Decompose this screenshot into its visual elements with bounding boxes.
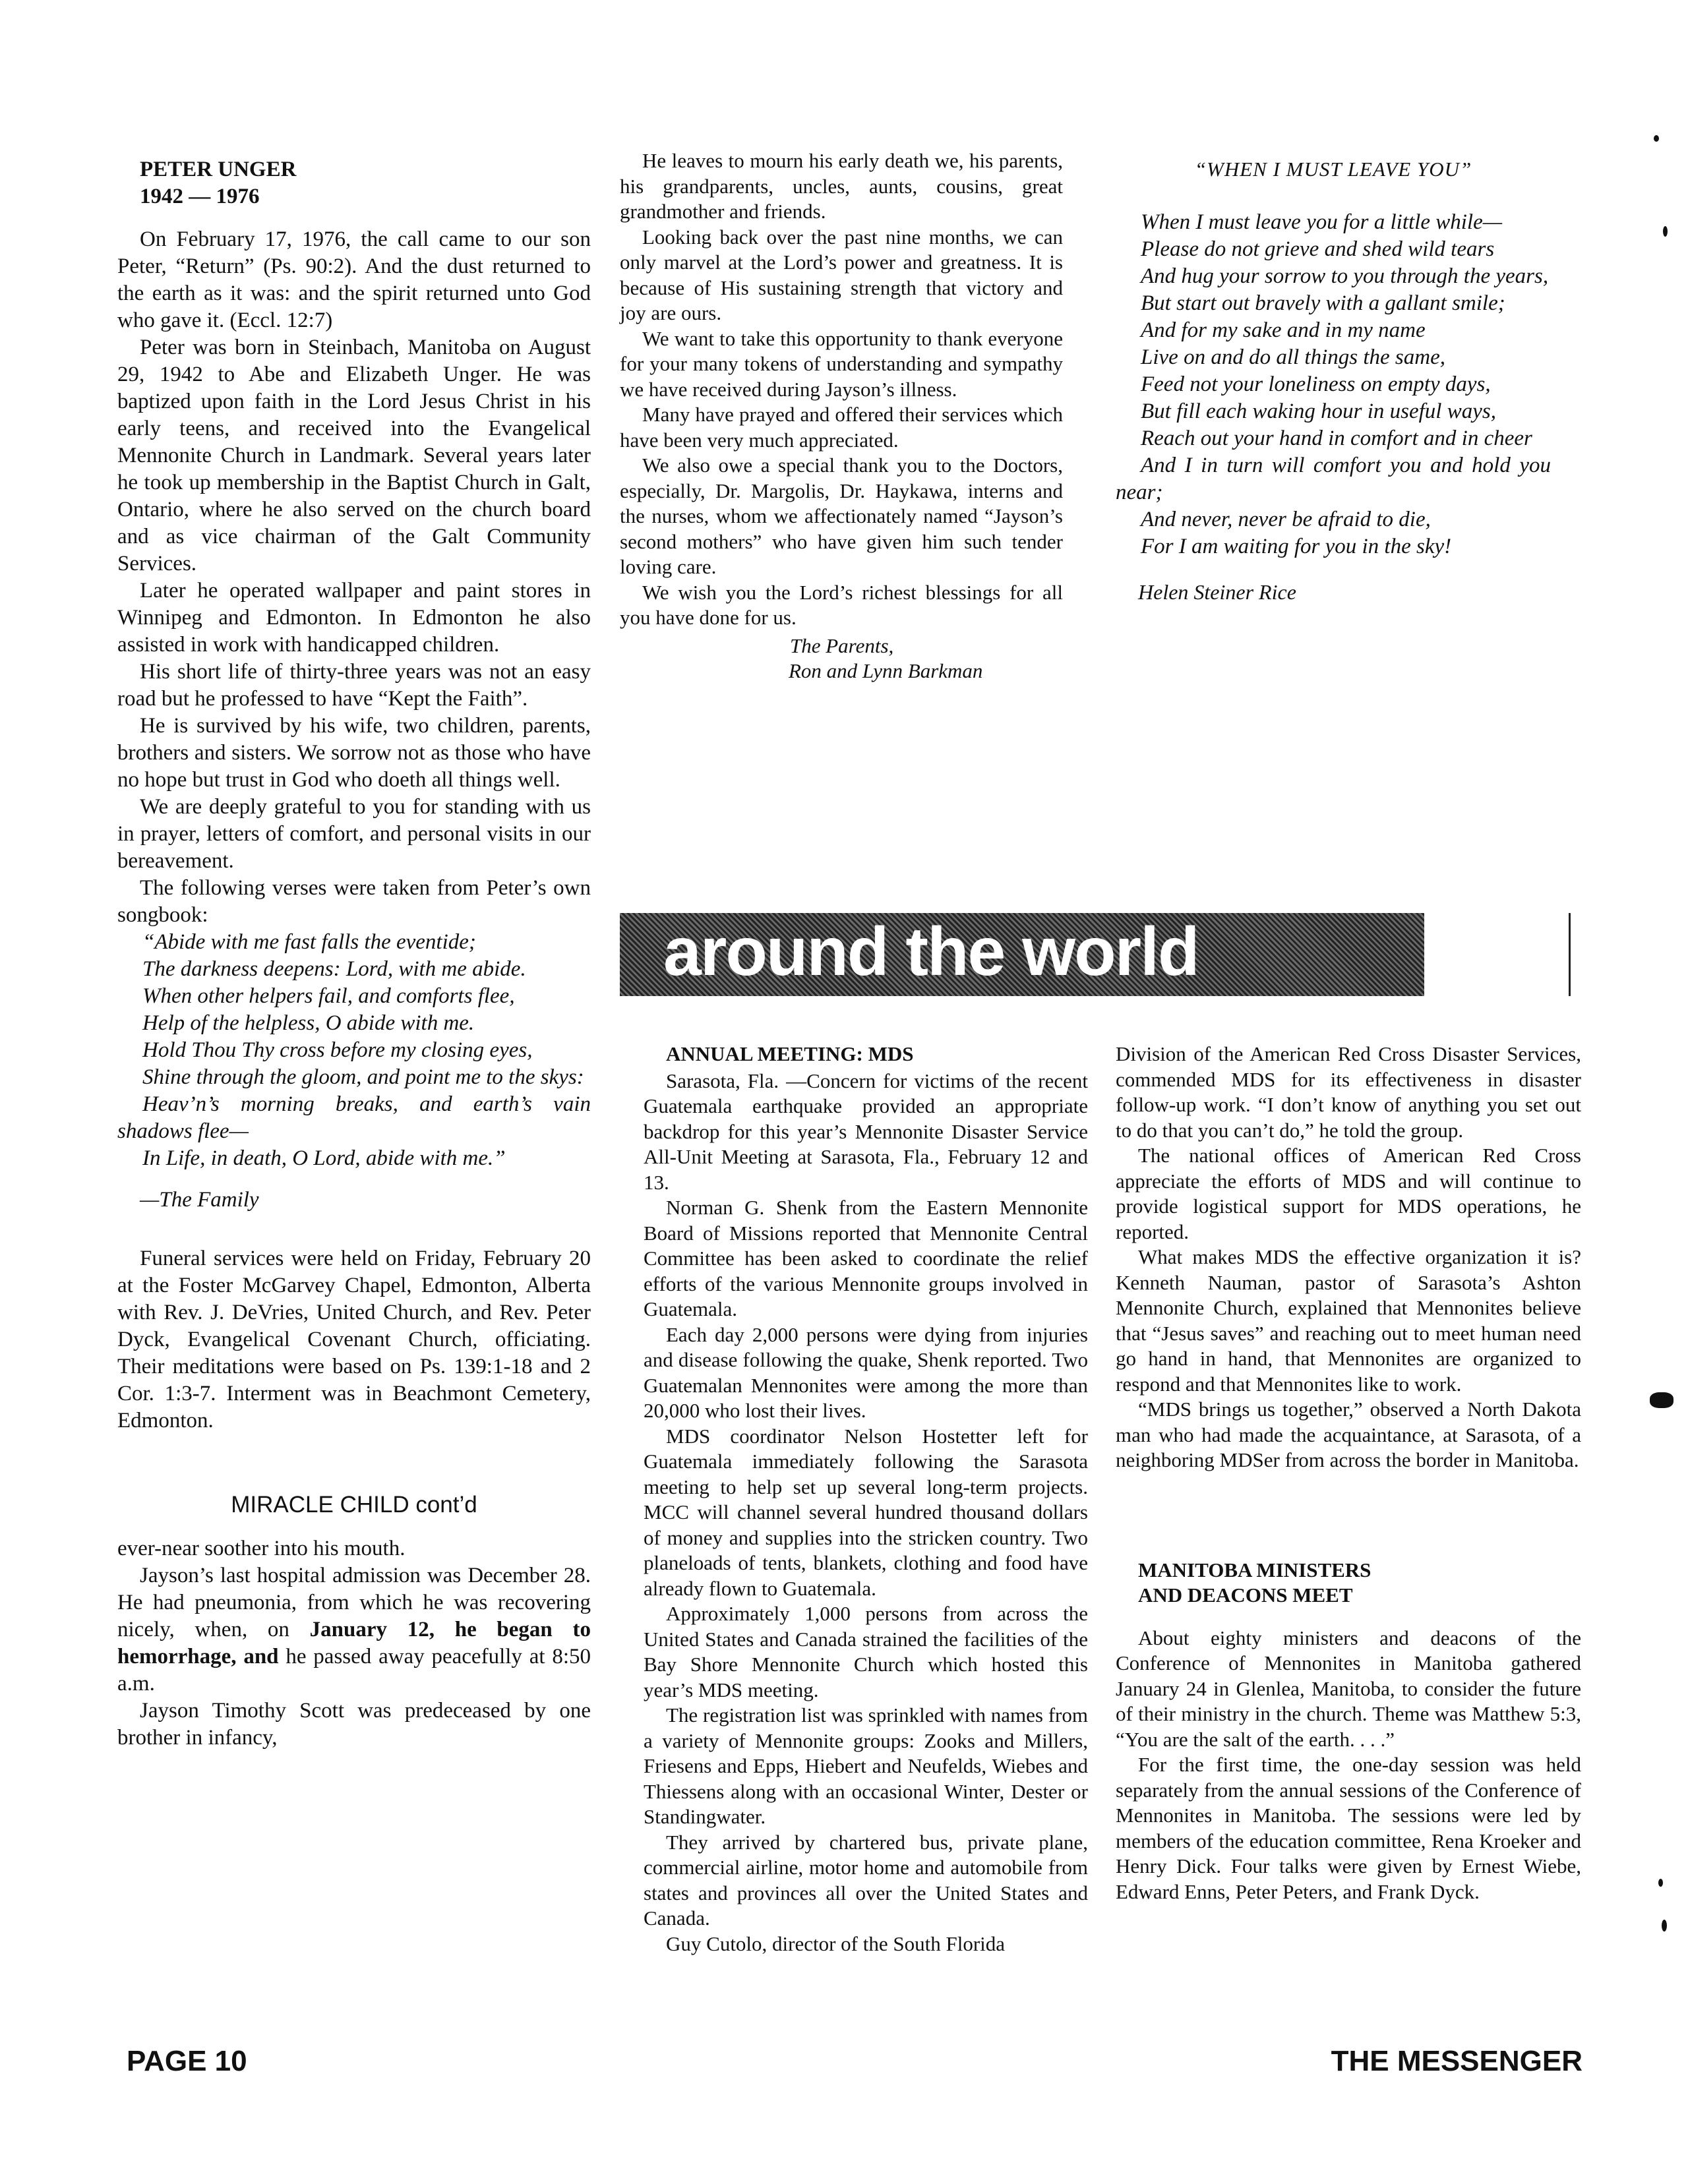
letter-paragraph: We also owe a special thank you to the Doctors, especially, Dr. Margolis, Dr. Haykawa, interns and the nurses, whom we affectionately named “Jayson’s second mothers” who have given him such tender loving care.: [620, 454, 1063, 578]
miracle-child-paragraph: [117, 1562, 591, 1697]
obituary-column: [117, 156, 591, 1752]
verse-line: When other helpers fail, and comforts flee,: [142, 984, 515, 1008]
poem-line: Feed not your loneliness on empty days,: [1141, 372, 1491, 396]
miracle-child-bold-text: January 12, he began to hemorrhage, and: [117, 1618, 591, 1668]
verse-line: Hold Thou Thy cross before my closing eyes,: [142, 1038, 533, 1062]
poem-lines: [1116, 209, 1551, 560]
mds-paragraph: What makes MDS the effective organization it is? Kenneth Nauman, pastor of Sarasota’s Ashton Mennonite Church, explained that Mennonites believe that “Jesus saves” and reaching out to meet human need go hand in hand, that Mennonites are organized to respond and that Mennonites like to work.: [1116, 1245, 1581, 1396]
mds-paragraph: The registration list was sprinkled with names from a variety of Mennonite groups: Zooks and Millers, Friesens and Epps, Hiebert and Neufelds, Wiebes and Thiessens along with an occasional Winter, Dester or Standingwater.: [644, 1703, 1088, 1828]
miracle-child-paragraph: Jayson Timothy Scott was predeceased by one brother in infancy,: [117, 1699, 591, 1750]
mds-paragraph: They arrived by chartered bus, private plane, commercial airline, motor home and automobile from states and provinces all over the United States and Canada.: [644, 1830, 1088, 1930]
verse-line: Heav’n’s morning breaks, and earth’s vain shadows flee—: [117, 1092, 591, 1143]
verse-line: In Life, in death, O Lord, abide with me.”: [142, 1146, 506, 1170]
manitoba-heading: MANITOBA MINISTERS: [1138, 1558, 1372, 1581]
verse-line: “Abide with me fast falls the eventide;: [142, 930, 476, 954]
mds-paragraph: Approximately 1,000 persons from across the United States and Canada strained the facilities of the Bay Shore Mennonite Church which hosted this year’s MDS meeting.: [644, 1602, 1088, 1701]
obituary-paragraph: He is survived by his wife, two children, parents, brothers and sisters. We sorrow not as those who have no hope but trust in God who doeth all things well.: [117, 714, 591, 792]
obituary-paragraph: Later he operated wallpaper and paint stores in Winnipeg and Edmonton. In Edmonton he also assisted in work with handicapped children.: [117, 579, 591, 657]
parents-letter-column: [620, 148, 1063, 684]
poem-author: Helen Steiner Rice: [1138, 580, 1296, 604]
around-the-world-banner: [620, 913, 1424, 996]
manitoba-heading: AND DEACONS MEET: [1138, 1583, 1353, 1607]
banner-frame: [1424, 913, 1571, 996]
poem-line: And hug your sorrow to you through the years,: [1141, 264, 1549, 288]
scan-speck: [1654, 135, 1659, 142]
verse-line: Shine through the gloom, and point me to the skys:: [142, 1065, 584, 1089]
poem-column: [1116, 156, 1551, 606]
mds-heading: ANNUAL MEETING: MDS: [666, 1042, 914, 1065]
letter-paragraph: Many have prayed and offered their services which have been very much appreciated.: [620, 403, 1063, 452]
poem-line: And never, never be afraid to die,: [1141, 508, 1431, 531]
obituary-paragraph: On February 17, 1976, the call came to our son Peter, “Return” (Ps. 90:2). And the dust returned to the earth as it was: and the spirit returned unto God who gave it. (Eccl. 12:7): [117, 227, 591, 332]
obituary-paragraph: His short life of thirty-three years was not an easy road but he professed to have “Kept the Faith”.: [117, 660, 591, 711]
verse-line: The darkness deepens: Lord, with me abide.: [142, 957, 526, 981]
verse-line: Help of the helpless, O abide with me.: [142, 1011, 475, 1035]
obituary-paragraph: The following verses were taken from Peter’s own songbook:: [117, 876, 591, 927]
mds-paragraph: Norman G. Shenk from the Eastern Mennonite Board of Missions reported that Mennonite Central Committee has been asked to coordinate the relief efforts of the various Mennonite groups involved in Guatemala.: [644, 1196, 1088, 1320]
letter-signature-line: Ron and Lynn Barkman: [789, 659, 983, 682]
poem-title: “WHEN I MUST LEAVE YOU”: [1194, 158, 1472, 181]
mds-paragraph: Each day 2,000 persons were dying from injuries and disease following the quake, Shenk reported. Two Guatemalan Mennonites were among the more than 20,000 who lost their lives.: [644, 1322, 1088, 1422]
manitoba-paragraph: About eighty ministers and deacons of the Conference of Mennonites in Manitoba gathered January 24 in Glenlea, Manitoba, to consider the future of their ministry in the church. Theme was Matthew 5:3, “You are the salt of the earth. . . .”: [1116, 1626, 1581, 1751]
poem-line: Please do not grieve and shed wild tears: [1141, 237, 1495, 261]
obituary-paragraph: We are deeply grateful to you for standing with us in prayer, letters of comfort, and personal visits in our bereavement.: [117, 795, 591, 873]
letter-signature-line: The Parents,: [790, 634, 894, 657]
mds-paragraph: Guy Cutolo, director of the South Florida: [666, 1932, 1006, 1955]
miracle-child-text: he passed away peacefully at 8:50 a.m.: [117, 1645, 591, 1696]
scan-speck: [1650, 1392, 1673, 1408]
mds-paragraph: Division of the American Red Cross Disaster Services, commended MDS for its effectiveness in disaster follow-up work. “I don’t know of anything you set out to do that you can’t do,” he told the group.: [1116, 1042, 1581, 1142]
poem-line: When I must leave you for a little while—: [1141, 210, 1503, 234]
letter-paragraph: We wish you the Lord’s richest blessings for all you have done for us.: [620, 580, 1063, 629]
obituary-signature: —The Family: [140, 1188, 259, 1212]
mds-column: [644, 1042, 1088, 1957]
letter-paragraph: Looking back over the past nine months, we can only marvel at the Lord’s power and greatness. It is because of His sustaining strength that victory and joy are ours.: [620, 225, 1063, 324]
miracle-child-paragraph: ever-near soother into his mouth.: [117, 1537, 406, 1560]
letter-paragraph: We want to take this opportunity to thank everyone for your many tokens of understanding and sympathy we have received during Jayson’s illness.: [620, 326, 1063, 401]
funeral-paragraph: Funeral services were held on Friday, February 20 at the Foster McGarvey Chapel, Edmonton, Alberta with Rev. J. DeVries, United Church, and Rev. Peter Dyck, Evangelical Covenant Church, officiating. Their meditations were based on Ps. 139:1-18 and 2 Cor. 1:3-7. Interment was in Beachmont Cemetery, Edmonton.: [117, 1247, 591, 1432]
hymn-verses: [117, 929, 591, 1172]
miracle-child-text: Jayson’s last hospital admission was December 28. He had pneumonia, from which he was recovering nicely, when, on: [117, 1564, 591, 1641]
mds-paragraph: “MDS brings us together,” observed a North Dakota man who had made the acquaintance, at Sarasota, of a neighboring MDSer from across the border in Manitoba.: [1116, 1398, 1581, 1471]
banner-title: around the world: [663, 914, 1199, 990]
letter-paragraph: He leaves to mourn his early death we, his parents, his grandparents, uncles, aunts, cousins, great grandmother and friends.: [620, 149, 1063, 223]
poem-line: And I in turn will comfort you and hold you near;: [1116, 454, 1551, 504]
page-number: PAGE 10: [127, 2045, 247, 2077]
mds-paragraph: Sarasota, Fla. —Concern for victims of the recent Guatemala earthquake provided an appropriate backdrop for this year’s Mennonite Disaster Service All-Unit Meeting at Sarasota, Fla., February 12 and 13.: [644, 1069, 1088, 1194]
publication-name: THE MESSENGER: [1331, 2045, 1582, 2077]
scan-speck: [1662, 1920, 1667, 1932]
mds-continued-column: [1116, 1042, 1581, 1904]
poem-line: Live on and do all things the same,: [1141, 345, 1445, 369]
poem-line: But start out bravely with a gallant smile;: [1141, 291, 1505, 315]
scan-speck: [1658, 1879, 1663, 1887]
mds-paragraph: The national offices of American Red Cross appreciate the efforts of MDS and will continue to provide logistical support for MDS operations, he reported.: [1116, 1144, 1581, 1243]
miracle-child-heading: MIRACLE CHILD cont’d: [231, 1492, 477, 1518]
poem-line: Reach out your hand in comfort and in cheer: [1141, 427, 1532, 450]
scan-speck: [1663, 226, 1668, 237]
poem-line: But fill each waking hour in useful ways,: [1141, 399, 1496, 423]
mds-paragraph: MDS coordinator Nelson Hostetter left for Guatemala immediately following the Sarasota meeting to help set up several long-term projects. MCC will channel several hundred thousand dollars of money and supplies into the stricken country. Two planeloads of tents, blankets, clothing and food have already flown to Guatemala.: [644, 1424, 1088, 1600]
manitoba-paragraph: For the first time, the one-day session was held separately from the annual sessions of the Conference of Mennonites in Manitoba. The sessions were led by members of the education committee, Rena Kroeker and Henry Dick. Four talks were given by Ernest Wiebe, Edward Enns, Peter Peters, and Frank Dyck.: [1116, 1753, 1581, 1903]
obituary-paragraph: Peter was born in Steinbach, Manitoba on August 29, 1942 to Abe and Elizabeth Unger. He was baptized upon faith in the Lord Jesus Christ in his early teens, and received into the Evangelical Mennonite Church in Landmark. Several years later he took up membership in the Baptist Church in Galt, Ontario, where he also served on the church board and as vice chairman of the Galt Community Services.: [117, 336, 591, 576]
obituary-title: PETER UNGER: [140, 158, 297, 181]
poem-line: And for my sake and in my name: [1141, 318, 1426, 342]
obituary-years: 1942 — 1976: [140, 185, 260, 208]
poem-line: For I am waiting for you in the sky!: [1141, 535, 1452, 558]
